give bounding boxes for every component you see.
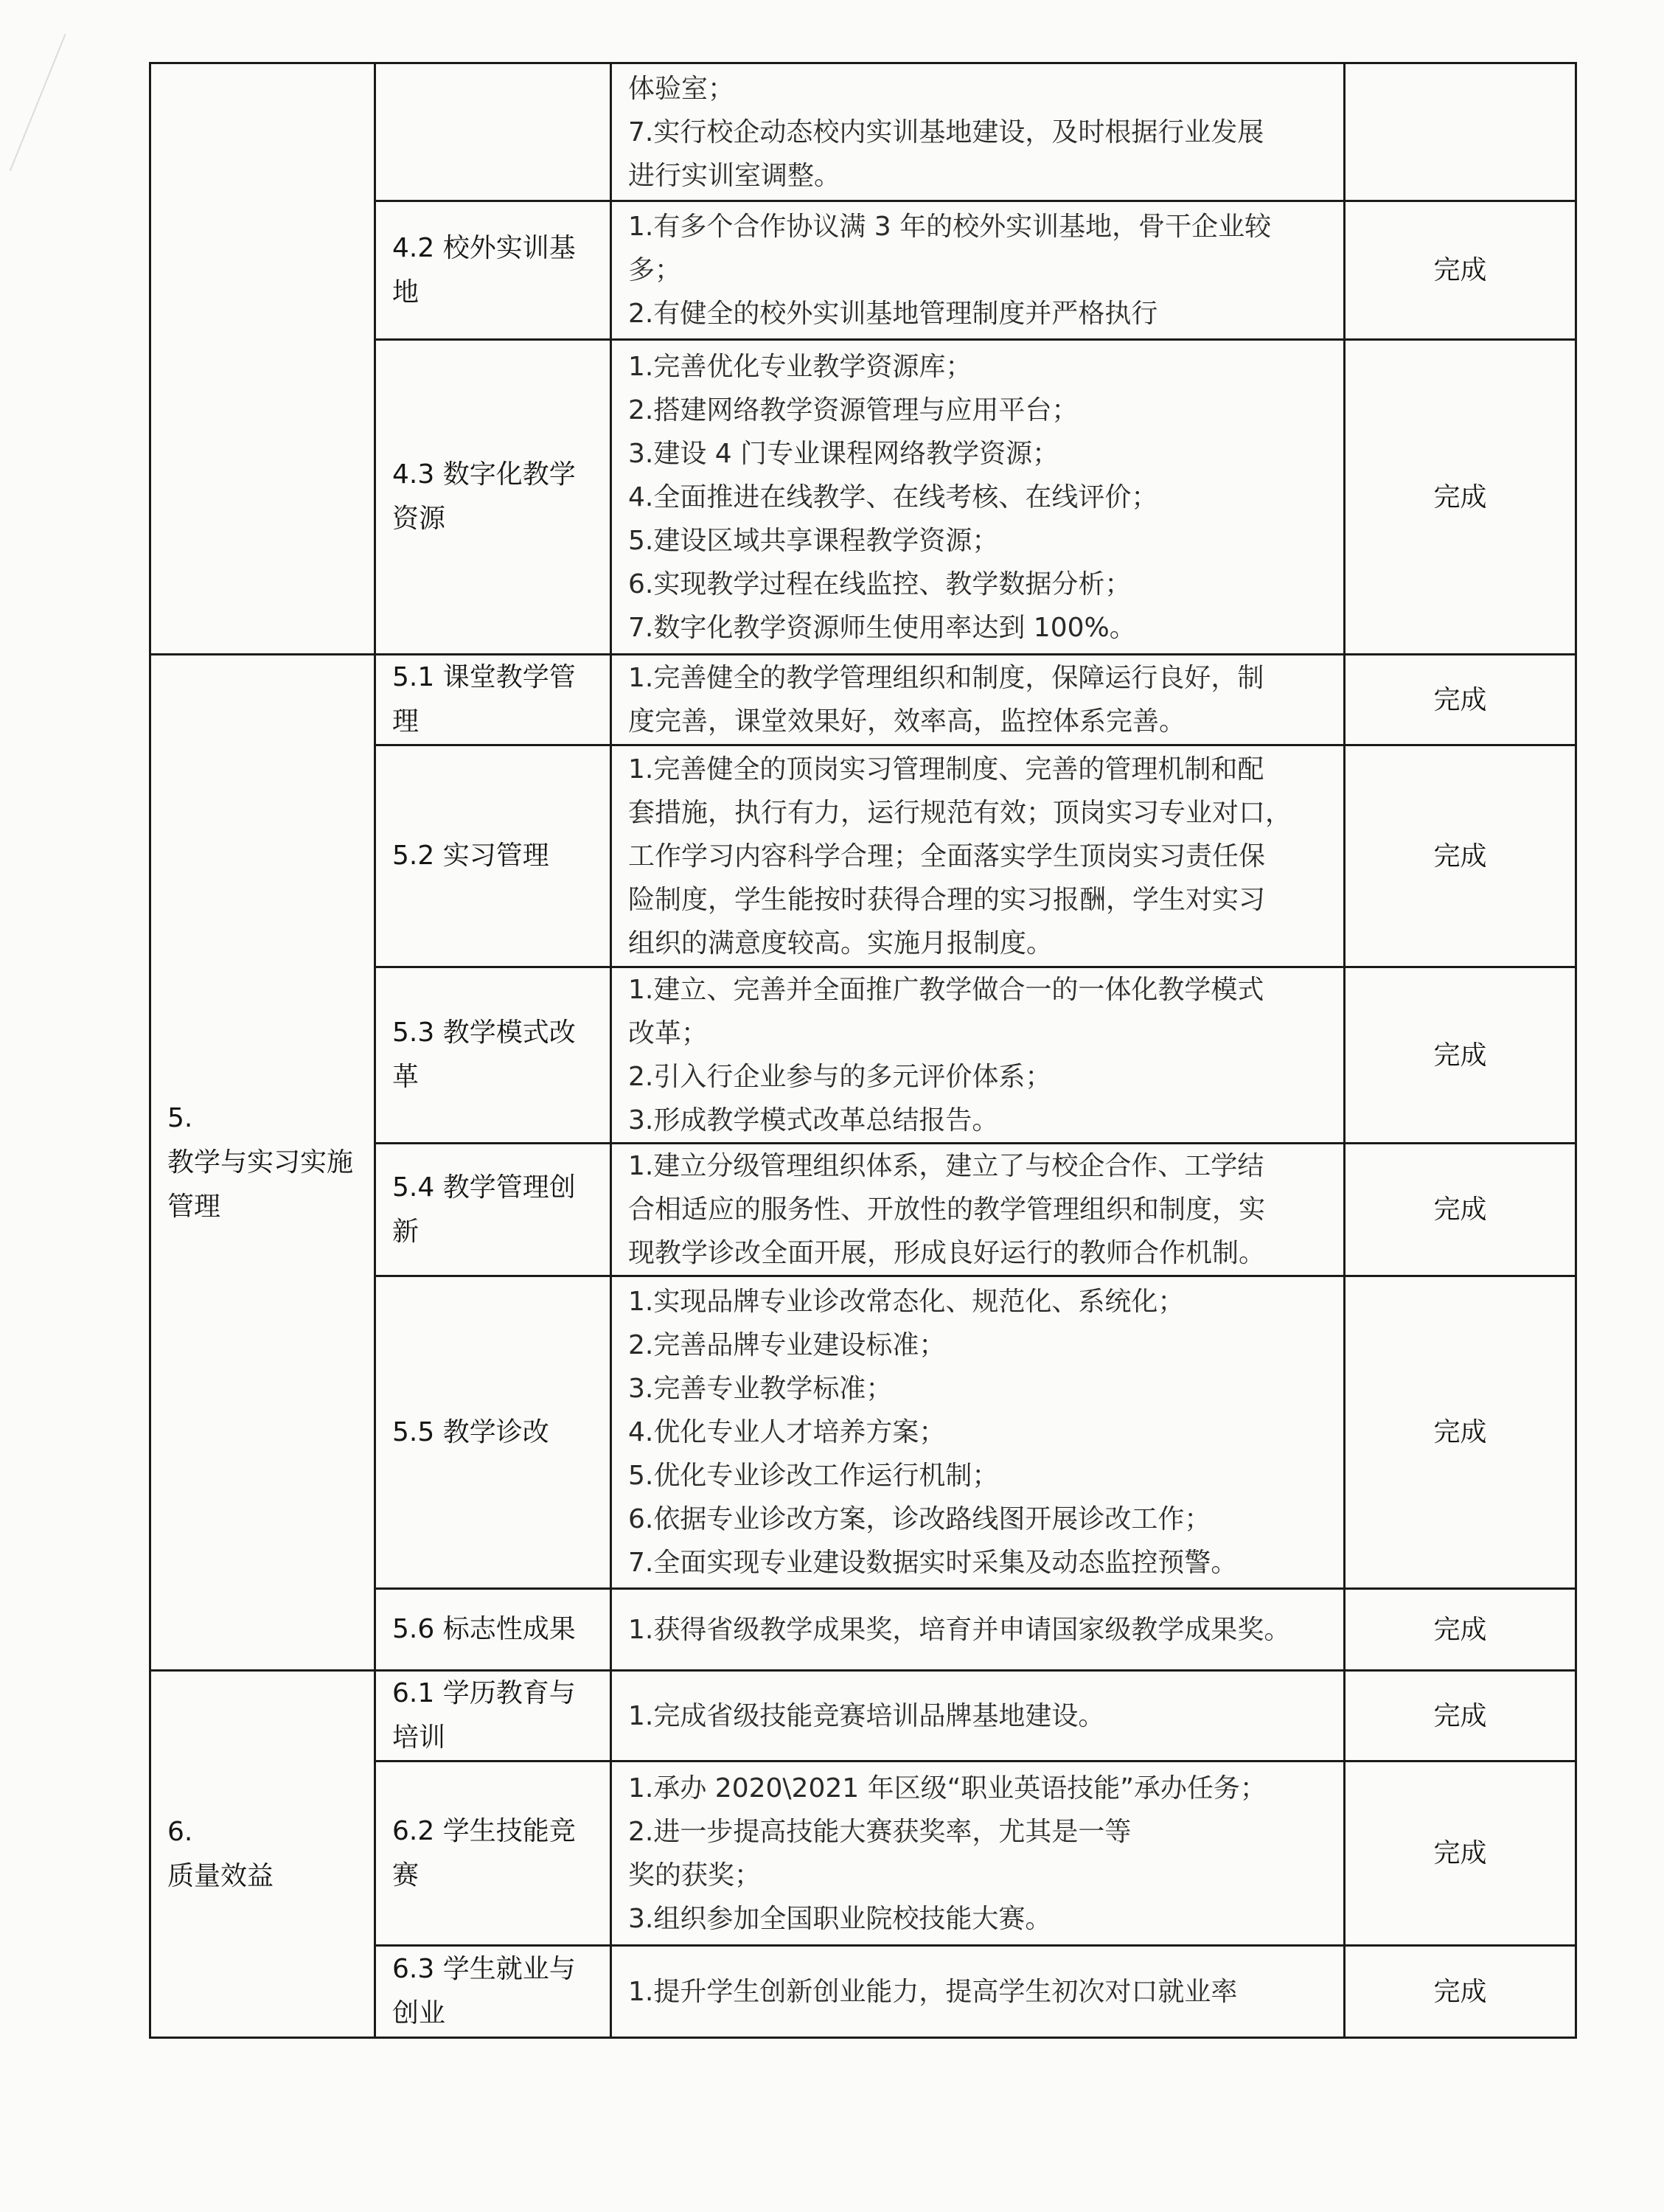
requirements-cell — [611, 745, 1345, 967]
requirement-line: 险制度，学生能按时获得合理的实习报酬，学生对实习 — [628, 884, 1266, 915]
requirement-line: 7.数字化教学资源师生使用率达到 100%。 — [628, 612, 1136, 643]
item-cell: 5.3 教学模式改革 — [375, 967, 611, 1144]
requirement-line: 多； — [628, 255, 682, 285]
requirement-line: 3.组织参加全国职业院校技能大赛。 — [628, 1903, 1052, 1934]
requirement-line: 1.完善优化专业教学资源库； — [628, 351, 972, 382]
requirements-cell — [611, 1144, 1345, 1276]
requirement-line: 7.实行校企动态校内实训基地建设，及时根据行业发展 — [628, 116, 1264, 147]
requirements-cell — [611, 340, 1345, 655]
requirement-line: 进行实训室调整。 — [628, 160, 841, 191]
item-cell: 4.3 数字化教学资源 — [375, 340, 611, 655]
requirement-line: 1.承办 2020\2021 年区级“职业英语技能”承办任务； — [628, 1773, 1267, 1804]
requirement-line: 现教学诊改全面开展，形成良好运行的教师合作机制。 — [628, 1238, 1266, 1268]
requirement-line: 2.完善品牌专业建设标准； — [628, 1330, 946, 1360]
item-cell: 6.1 学历教育与培训 — [375, 1671, 611, 1761]
status-cell: 完成 — [1345, 340, 1576, 655]
item-cell: 5.5 教学诊改 — [375, 1276, 611, 1589]
requirement-line: 5.优化专业诊改工作运行机制； — [628, 1461, 999, 1491]
section-cell-continued — [150, 63, 375, 655]
status-cell: 完成 — [1345, 201, 1576, 340]
status-cell: 完成 — [1345, 1144, 1576, 1276]
item-cell: 5.1 课堂教学管理 — [375, 655, 611, 745]
section-number: 6. — [167, 1816, 193, 1847]
section-number: 5. — [167, 1102, 193, 1133]
item-cell: 5.6 标志性成果 — [375, 1589, 611, 1671]
requirement-line: 度完善，课堂效果好，效率高，监控体系完善。 — [628, 706, 1186, 737]
requirement-line: 1.完善健全的顶岗实习管理制度、完善的管理机制和配 — [628, 754, 1264, 785]
requirement-line: 5.建设区域共享课程教学资源； — [628, 525, 999, 556]
status-cell: 完成 — [1345, 745, 1576, 967]
requirements-cell — [611, 655, 1345, 745]
requirement-line: 3.完善专业教学标准； — [628, 1374, 893, 1404]
item-cell: 5.2 实习管理 — [375, 745, 611, 967]
requirement-line: 1.有多个合作协议满 3 年的校外实训基地，骨干企业较 — [628, 212, 1272, 242]
requirements-cell — [611, 967, 1345, 1144]
section-title: 质量效益 — [167, 1860, 274, 1891]
requirement-line: 3.建设 4 门专业课程网络教学资源； — [628, 438, 1059, 469]
requirement-line: 1.建立分级管理组织体系，建立了与校企合作、工学结 — [628, 1151, 1264, 1181]
status-cell: 完成 — [1345, 1589, 1576, 1671]
requirements-cell — [611, 1946, 1345, 2038]
requirement-line: 2.引入行企业参与的多元评价体系； — [628, 1062, 1052, 1092]
scan-edge-mark — [10, 34, 70, 173]
requirement-line: 奖的获奖； — [628, 1860, 762, 1891]
status-cell: 完成 — [1345, 1276, 1576, 1589]
status-cell: 完成 — [1345, 967, 1576, 1144]
status-cell: 完成 — [1345, 1761, 1576, 1946]
section-cell — [150, 655, 375, 1671]
requirement-line: 工作学习内容科学合理；全面落实学生顶岗实习责任保 — [628, 841, 1266, 872]
status-cell — [1345, 63, 1576, 201]
requirement-line: 2.搭建网络教学资源管理与应用平台； — [628, 394, 1079, 425]
requirement-line: 6.依据专业诊改方案，诊改路线图开展诊改工作； — [628, 1504, 1211, 1534]
requirement-line: 1.完成省级技能竞赛培训品牌基地建设。 — [628, 1700, 1105, 1731]
requirements-cell — [611, 63, 1345, 201]
status-cell: 完成 — [1345, 1671, 1576, 1761]
requirement-line: 6.实现教学过程在线监控、教学数据分析； — [628, 568, 1132, 599]
requirement-line: 1.建立、完善并全面推广教学做合一的一体化教学模式 — [628, 975, 1264, 1005]
requirement-line: 2.进一步提高技能大赛获奖率，尤其是一等 — [628, 1816, 1132, 1847]
requirement-line: 改革； — [628, 1018, 709, 1048]
requirements-cell — [611, 1276, 1345, 1589]
requirement-line: 合相适应的服务性、开放性的教学管理组织和制度，实 — [628, 1194, 1266, 1225]
requirements-cell — [611, 1671, 1345, 1761]
requirements-cell — [611, 1761, 1345, 1946]
item-cell: 6.2 学生技能竞赛 — [375, 1761, 611, 1946]
requirement-line: 3.形成教学模式改革总结报告。 — [628, 1105, 999, 1135]
requirement-line: 套措施，执行有力，运行规范有效；顶岗实习专业对口， — [628, 797, 1292, 828]
table-row — [150, 655, 1576, 745]
status-cell: 完成 — [1345, 1946, 1576, 2038]
requirements-cell — [611, 1589, 1345, 1671]
requirements-cell — [611, 201, 1345, 340]
item-cell: 6.3 学生就业与创业 — [375, 1946, 611, 2038]
requirement-line: 7.全面实现专业建设数据实时采集及动态监控预警。 — [628, 1548, 1238, 1578]
section-title: 教学与实习实施管理 — [167, 1147, 354, 1222]
requirement-line: 4.全面推进在线教学、在线考核、在线评价； — [628, 481, 1158, 512]
requirement-line: 1.提升学生创新创业能力，提高学生初次对口就业率 — [628, 1976, 1238, 2007]
requirement-line: 1.完善健全的教学管理组织和制度，保障运行良好，制 — [628, 663, 1264, 693]
item-cell: 5.4 教学管理创新 — [375, 1144, 611, 1276]
requirement-line: 1.实现品牌专业诊改常态化、规范化、系统化； — [628, 1287, 1185, 1317]
requirement-line: 2.有健全的校外实训基地管理制度并严格执行 — [628, 299, 1158, 329]
evaluation-table — [149, 62, 1577, 2039]
requirement-line: 体验室； — [628, 73, 735, 104]
section-cell — [150, 1671, 375, 2038]
requirement-line: 1.获得省级教学成果奖，培育并申请国家级教学成果奖。 — [628, 1614, 1291, 1645]
requirement-line: 组织的满意度较高。实施月报制度。 — [628, 928, 1054, 959]
table-row — [150, 63, 1576, 201]
item-cell — [375, 63, 611, 201]
requirement-line: 4.优化专业人才培养方案； — [628, 1417, 946, 1447]
table-row — [150, 1671, 1576, 1761]
status-cell: 完成 — [1345, 655, 1576, 745]
item-cell: 4.2 校外实训基地 — [375, 201, 611, 340]
